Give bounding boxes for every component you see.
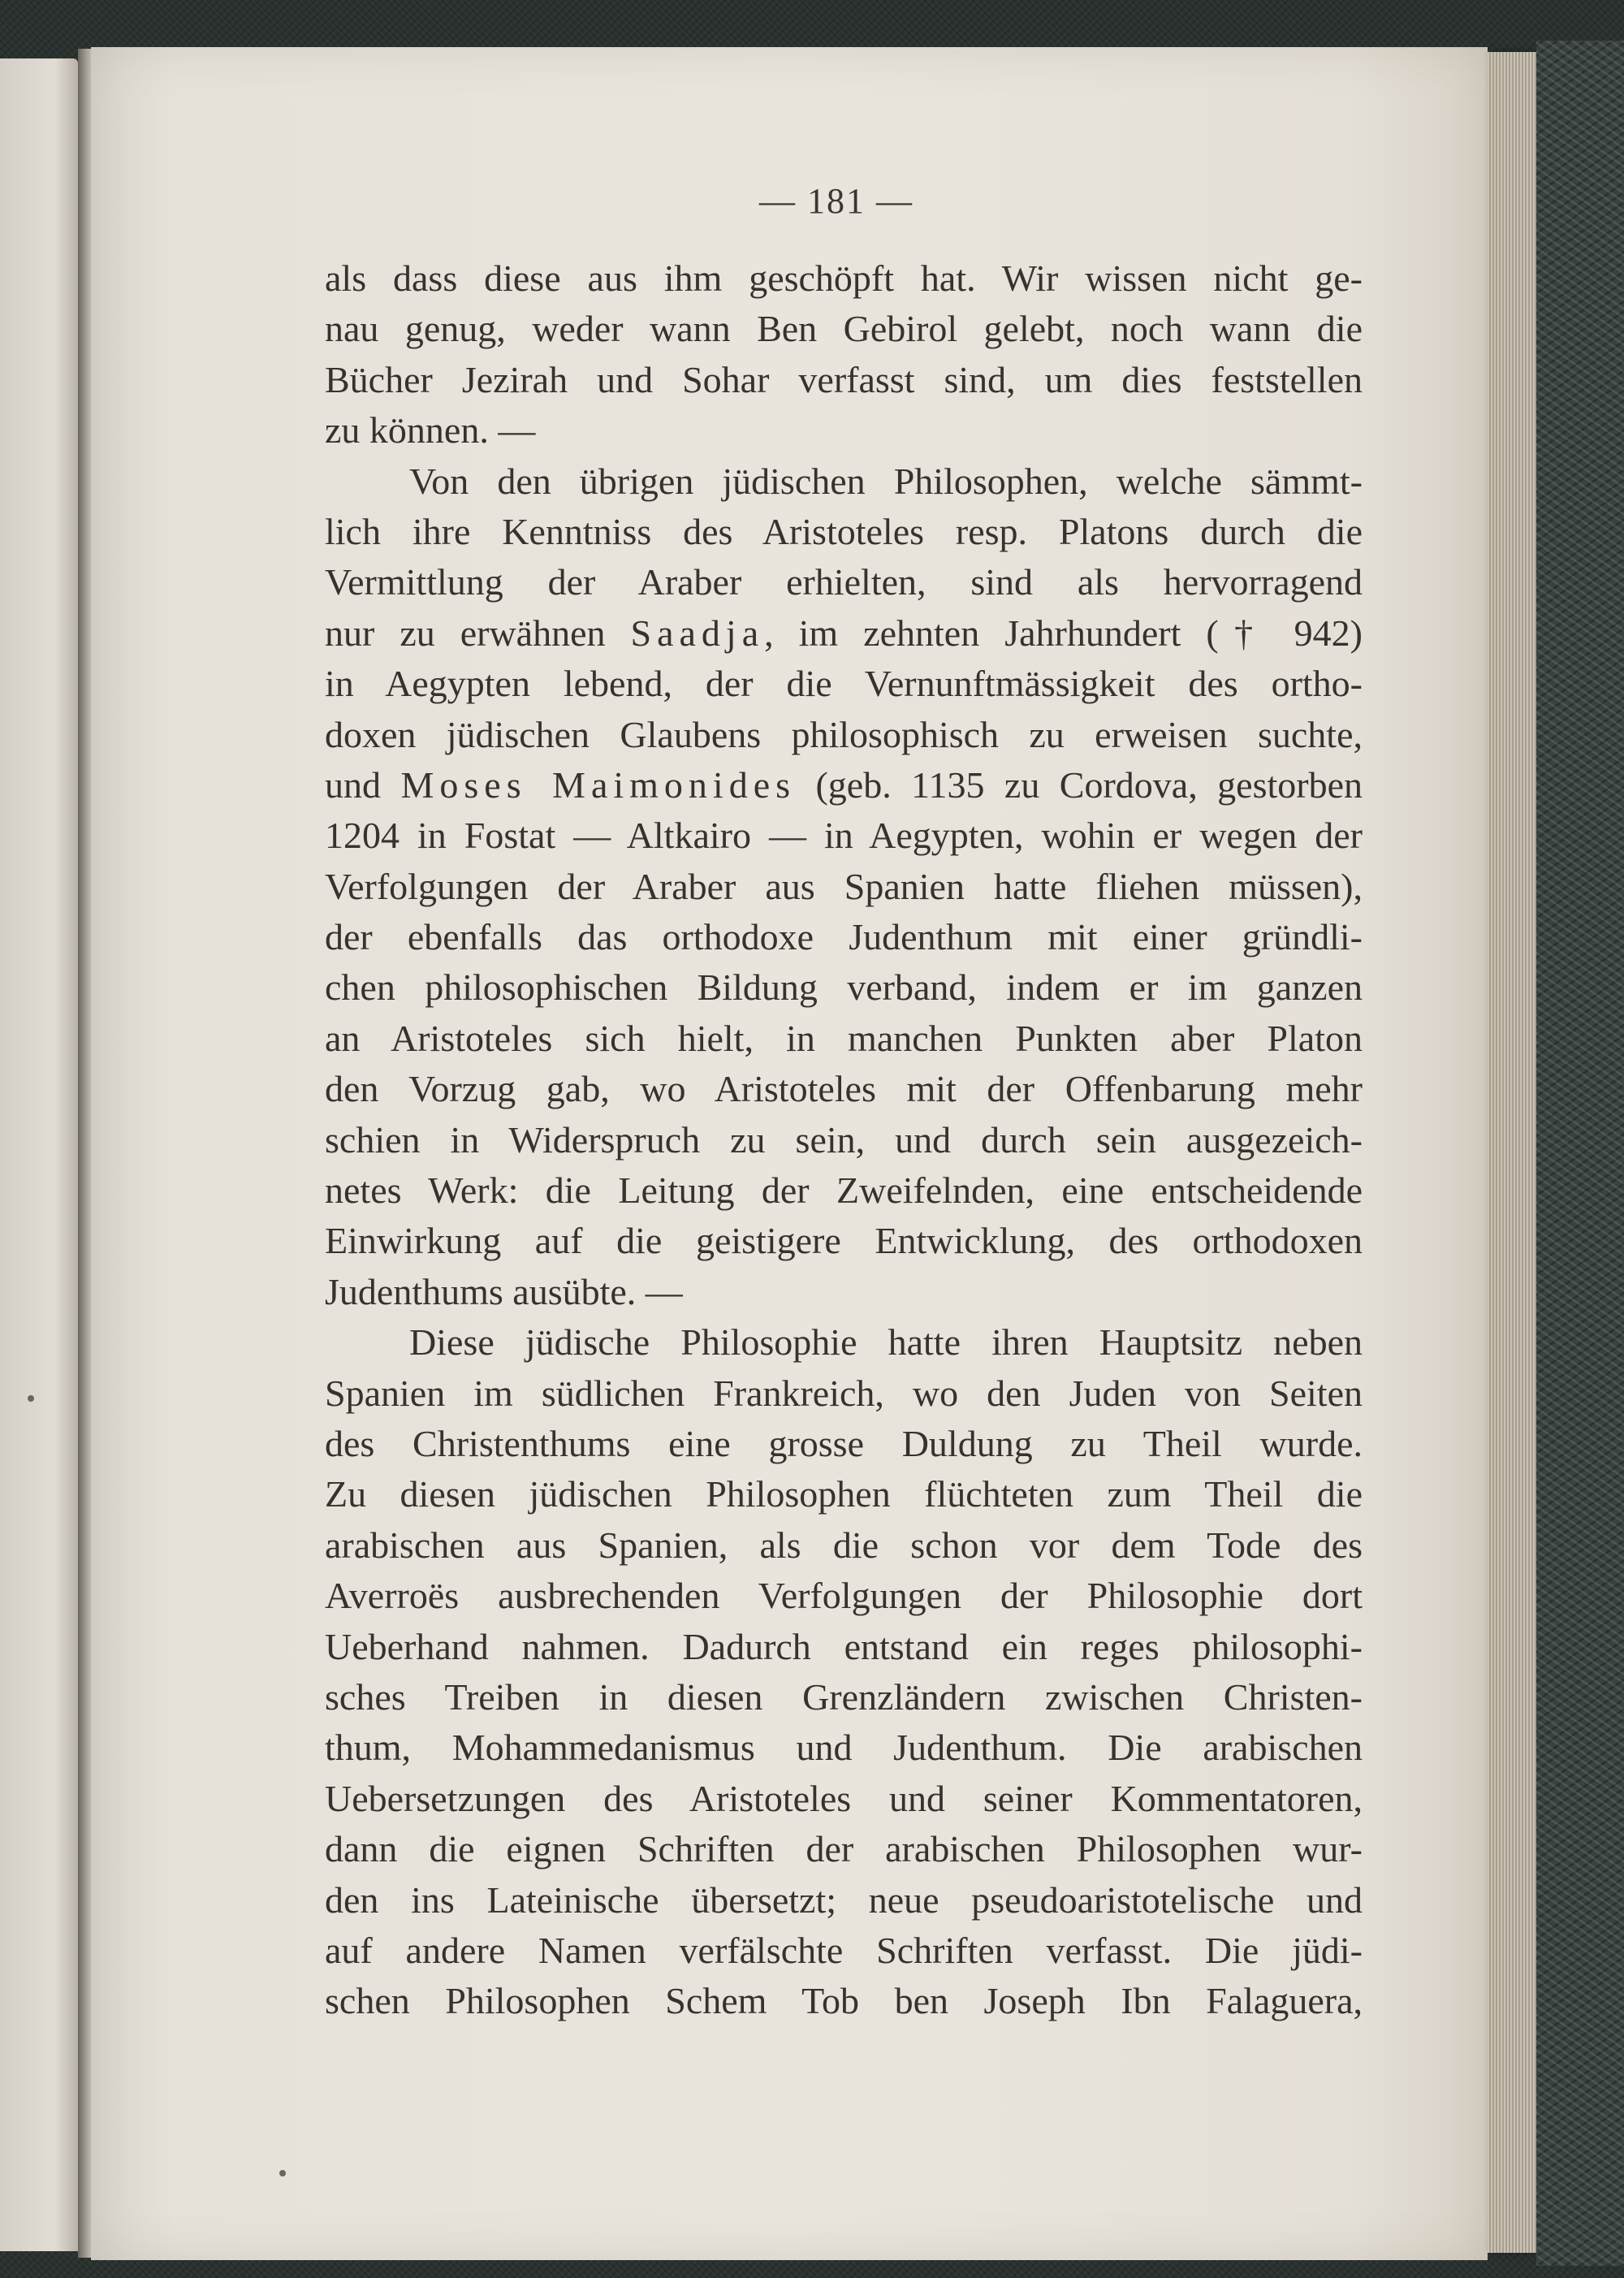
text-line: als dass diese aus ihm geschöpft hat. Wir wissen nicht ge- — [325, 257, 1363, 299]
text-line: den Vorzug gab, wo Aristoteles mit der Offenbarung mehr — [325, 1068, 1363, 1110]
text-line: lich ihre Kenntniss des Aristoteles resp. Platons durch die — [325, 510, 1363, 552]
text-line: 1204 in Fostat — Altkairo — in Aegypten, wohin er wegen der — [325, 815, 1363, 857]
emphasized-name: Moses Maimonides — [400, 763, 797, 806]
text-line: in Aegypten lebend, der die Vernunftmässigkeit des ortho- — [325, 663, 1363, 705]
text-line: Judenthums ausübte. — — [325, 1270, 683, 1312]
facing-page-edge — [0, 58, 78, 2251]
text-line: an Aristoteles sich hielt, in manchen Punkten aber Platon — [325, 1017, 1363, 1059]
text-run: , im zehnten Jahrhundert († 942) — [764, 612, 1363, 654]
emphasized-name: Saadja — [630, 612, 765, 654]
text-line — [325, 760, 1363, 810]
text-line: Ueberhand nahmen. Dadurch entstand ein reges philosophi- — [325, 1625, 1363, 1667]
text-run: und — [325, 763, 401, 806]
text-line: zu können. — — [325, 409, 536, 452]
page-stack-edge — [1488, 52, 1536, 2253]
text-line: sches Treiben in diesen Grenzländern zwischen Christen- — [325, 1675, 1363, 1718]
text-line: nau genug, weder wann Ben Gebirol gelebt, noch wann die — [325, 308, 1363, 350]
text-line: der ebenfalls das orthodoxe Judenthum mit einer gründli- — [325, 916, 1363, 958]
text-line: auf andere Namen verfälschte Schriften verfasst. Die jüdi- — [325, 1929, 1363, 1971]
text-line — [325, 608, 1363, 659]
text-line: schien in Widerspruch zu sein, und durch sein ausgezeich- — [325, 1118, 1363, 1161]
paragraph-start-line: Diese jüdische Philosophie hatte ihren Hauptsitz neben — [409, 1321, 1363, 1364]
text-run: (geb. 1135 zu Cordova, gestorben — [796, 763, 1363, 806]
text-line: netes Werk: die Leitung der Zweifelnden, eine entscheidende — [325, 1169, 1363, 1212]
text-line: Verfolgungen der Araber aus Spanien hatte fliehen müssen), — [325, 865, 1363, 907]
text-line: chen philosophischen Bildung verband, indem er im ganzen — [325, 966, 1363, 1009]
text-line: Einwirkung auf die geistigere Entwicklung, des orthodoxen — [325, 1220, 1363, 1262]
page-text — [325, 253, 1363, 2027]
text-line: Bücher Jezirah und Sohar verfasst sind, um dies feststellen — [325, 358, 1363, 400]
text-line: thum, Mohammedanismus und Judenthum. Die arabischen — [325, 1727, 1363, 1769]
ink-speck — [28, 1395, 34, 1402]
text-run: nur zu erwähnen — [325, 612, 631, 654]
paragraph-start-line: Von den übrigen jüdischen Philosophen, welche sämmt- — [409, 460, 1363, 502]
book-binding — [1536, 41, 1624, 2266]
text-line: Zu diesen jüdischen Philosophen flüchteten zum Theil die — [325, 1473, 1363, 1515]
text-line: schen Philosophen Schem Tob ben Joseph Ibn Falaguera, — [325, 1980, 1363, 2022]
page-number: — 181 — — [759, 181, 914, 221]
text-line: Averroës ausbrechenden Verfolgungen der Philosophie dort — [325, 1575, 1363, 1617]
text-line: den ins Lateinische übersetzt; neue pseudoaristotelische und — [325, 1878, 1363, 1921]
text-line: des Christenthums eine grosse Duldung zu Theil wurde. — [325, 1422, 1363, 1464]
text-line: arabischen aus Spanien, als die schon vor dem Tode des — [325, 1524, 1363, 1566]
text-line: dann die eignen Schriften der arabischen Philosophen wur- — [325, 1828, 1363, 1870]
text-line: Vermittlung der Araber erhielten, sind als hervorragend — [325, 561, 1363, 603]
ink-speck — [279, 2170, 286, 2176]
text-line: Uebersetzungen des Aristoteles und seiner Kommentatoren, — [325, 1777, 1363, 1819]
text-line: doxen jüdischen Glaubens philosophisch zu erweisen suchte, — [325, 713, 1363, 755]
text-line: Spanien im südlichen Frankreich, wo den Juden von Seiten — [325, 1372, 1363, 1414]
